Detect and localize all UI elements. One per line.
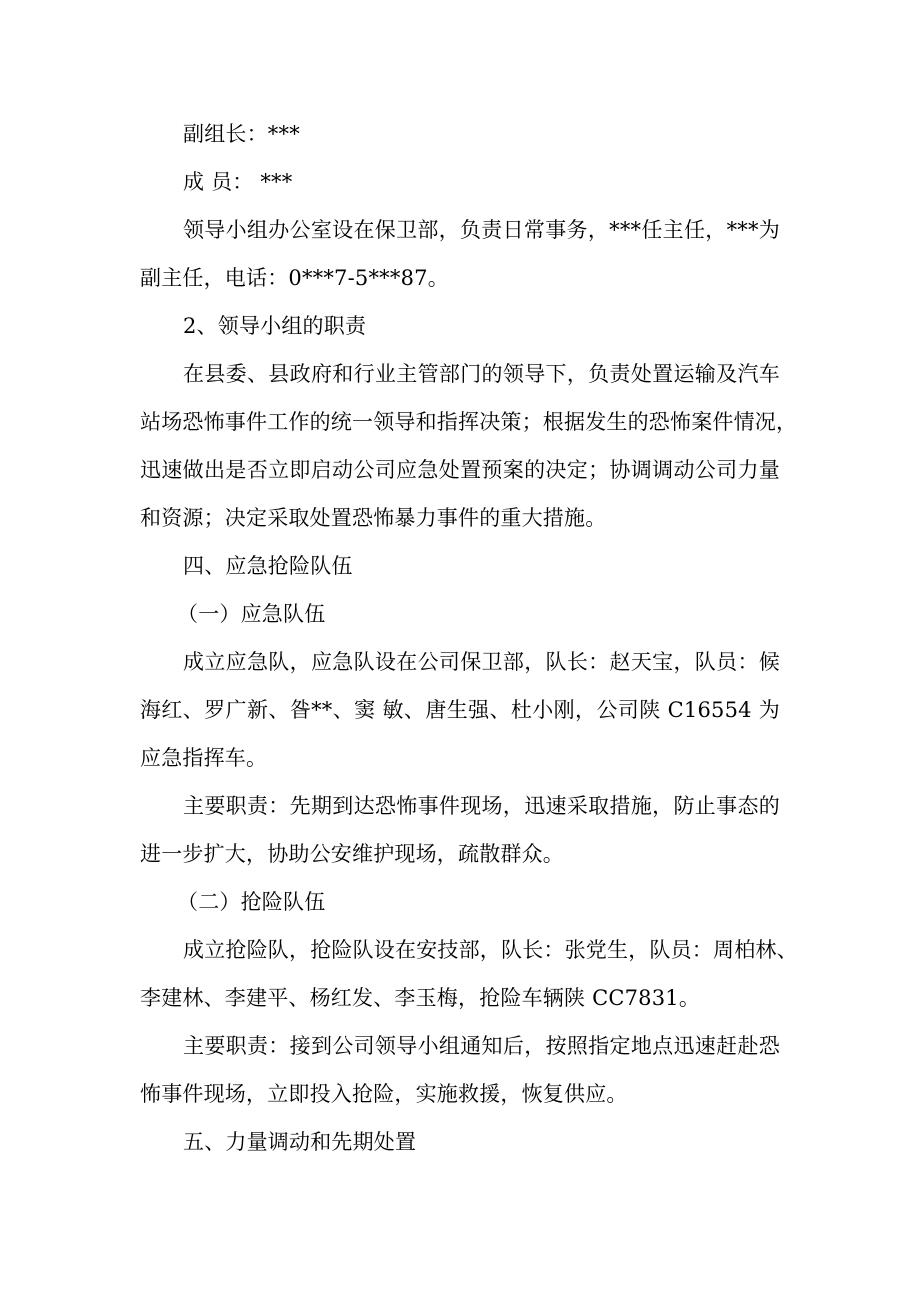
emergency-team-line-3: 应急指挥车。 bbox=[140, 746, 268, 770]
duties-paragraph-line-3: 迅速做出是否立即启动公司应急处置预案的决定；协调调动公司力量 bbox=[140, 458, 780, 482]
office-paragraph-line-2: 副主任，电话：0***7-5***87。 bbox=[140, 266, 449, 290]
duties-paragraph-line-1: 在县委、县政府和行业主管部门的领导下，负责处置运输及汽车 bbox=[183, 362, 780, 386]
duties-paragraph-line-2: 站场恐怖事件工作的统一领导和指挥决策；根据发生的恐怖案件情况， bbox=[140, 410, 798, 434]
section-heading-emergency-teams: 四、应急抢险队伍 bbox=[183, 554, 353, 578]
emergency-duties-line-1: 主要职责：先期到达恐怖事件现场，迅速采取措施，防止事态的 bbox=[183, 794, 780, 818]
rescue-team-line-1: 成立抢险队，抢险队设在安技部，队长：张党生，队员：周柏林、 bbox=[183, 938, 798, 962]
emergency-team-line-1: 成立应急队，应急队设在公司保卫部，队长：赵天宝，队员：候 bbox=[183, 650, 780, 674]
section-heading-force-deployment: 五、力量调动和先期处置 bbox=[183, 1130, 417, 1154]
rescue-team-line-2: 李建林、李建平、杨红发、李玉梅，抢险车辆陕 CC7831。 bbox=[140, 986, 701, 1010]
office-paragraph-line-1: 领导小组办公室设在保卫部，负责日常事务，***任主任，***为 bbox=[183, 218, 780, 242]
rescue-duties-line-2: 怖事件现场，立即投入抢险，实施救援，恢复供应。 bbox=[140, 1082, 628, 1106]
subsection-heading-rescue-team: （二）抢险队伍 bbox=[177, 890, 326, 914]
duties-paragraph-line-4: 和资源；决定采取处置恐怖暴力事件的重大措施。 bbox=[140, 506, 607, 530]
members-line: 成 员： *** bbox=[183, 170, 293, 194]
deputy-leader-line: 副组长：*** bbox=[183, 122, 300, 146]
subsection-heading-emergency-team: （一）应急队伍 bbox=[177, 602, 326, 626]
emergency-team-line-2: 海红、罗广新、昝**、窦 敏、唐生强、杜小刚，公司陕 C16554 为 bbox=[140, 698, 780, 722]
section-heading-duties: 2、领导小组的职责 bbox=[183, 314, 367, 338]
rescue-duties-line-1: 主要职责：接到公司领导小组通知后，按照指定地点迅速赶赴恐 bbox=[183, 1034, 780, 1058]
emergency-duties-line-2: 进一步扩大，协助公安维护现场，疏散群众。 bbox=[140, 842, 564, 866]
